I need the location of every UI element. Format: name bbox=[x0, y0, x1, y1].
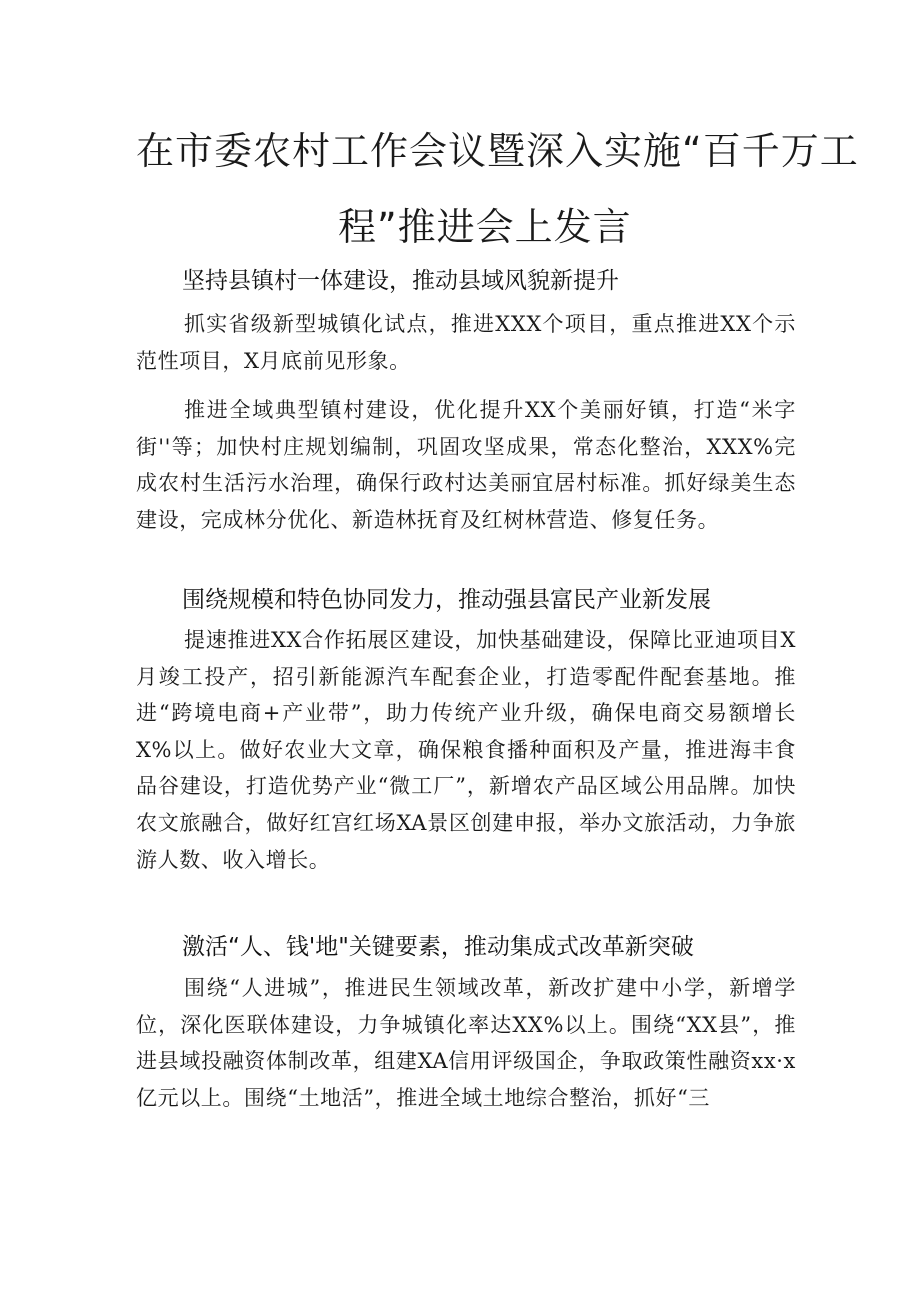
section-heading-3: 激活“人、钱'地"关键要素，推动集成式改革新突破 bbox=[182, 934, 694, 960]
section-heading-1: 坚持县镇村一体建设，推动县域风貌新提升 bbox=[182, 268, 619, 294]
section-1-paragraph-2: 推进全域典型镇村建设，优化提升XX个美丽好镇，打造“米字街''等；加快村庄规划编制，巩固攻坚成果，常态化整治，XXX%完成农村生活污水治理，确保行政村达美丽宜居村标准。抓好绿美生态建设，完成林分优化、新造林抚育及红树林营造、修复任务。 bbox=[136, 398, 796, 532]
document-title-line-2: 程”推进会上发言 bbox=[338, 205, 632, 249]
section-1-paragraph-1: 抓实省级新型城镇化试点，推进XXX个项目，重点推进XX个示范性项目，X月底前见形象。 bbox=[136, 312, 796, 373]
section-2-paragraph-1: 提速推进XX合作拓展区建设，加快基础建设，保障比亚迪项目X月竣工投产，招引新能源汽车配套企业，打造零配件配套基地。推进“跨境电商+产业带”，助力传统产业升级，确保电商交易额增长X%以上。做好农业大文章，确保粮食播种面积及产量，推进海丰食品谷建设，打造优势产业“微工厂”，新增农产品区域公用品牌。加快农文旅融合，做好红宫红场XA景区创建申报，举办文旅活动，力争旅游人数、收入增长。 bbox=[136, 628, 796, 872]
section-heading-2: 围绕规模和特色协同发力，推动强县富民产业新发展 bbox=[182, 587, 711, 613]
section-3-paragraph-1: 围绕“人进城”，推进民生领域改革，新改扩建中小学，新增学位，深化医联体建设，力争城镇化率达XX%以上。围绕“XX县”，推进县域投融资体制改革，组建XA信用评级国企，争取政策性融资xx·x亿元以上。围绕“土地活”，推进全域土地综合整治，抓好“三 bbox=[136, 976, 796, 1110]
document-title-line-1: 在市委农村工作会议暨深入实施“百千万工 bbox=[136, 129, 859, 173]
